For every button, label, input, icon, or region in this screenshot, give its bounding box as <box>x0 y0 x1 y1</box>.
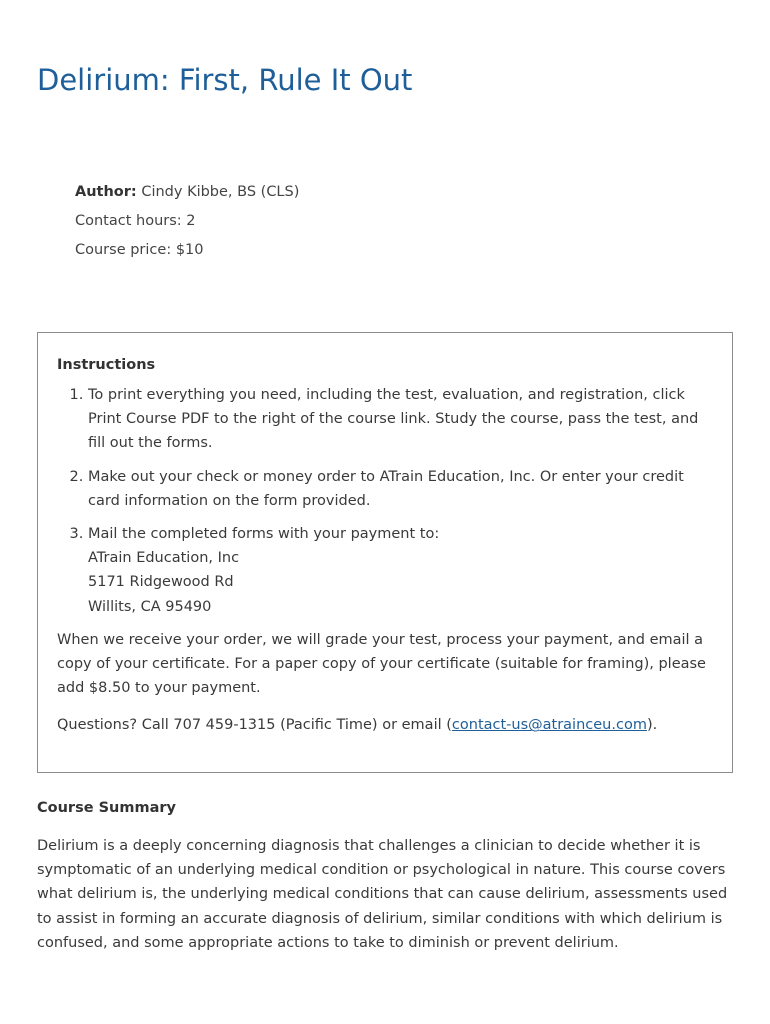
questions-line <box>57 713 714 737</box>
course-price: Course price: $10 <box>75 242 204 258</box>
course-meta <box>75 178 299 265</box>
page-title: Delirium: First, Rule It Out <box>37 63 413 97</box>
course-summary-heading: Course Summary <box>37 800 176 816</box>
author-label: Author: <box>75 184 137 200</box>
instructions-box <box>37 332 733 773</box>
instruction-step-2: 2. Make out your check or money order to ATrain Education, Inc. Or enter your credit card information on the form provided. <box>88 465 714 513</box>
instruction-step-1: 1. To print everything you need, including the test, evaluation, and registration, click Print Course PDF to the right of the course link. Study the course, pass the test, and fill out the forms. <box>88 383 714 456</box>
instruction-step-3-text: 3. Mail the completed forms with your payment to: <box>88 526 440 543</box>
instruction-step-3 <box>88 522 714 619</box>
address-line-3: Willits, CA 95490 <box>88 598 212 615</box>
instructions-heading: Instructions <box>57 357 156 373</box>
address-line-1: ATrain Education, Inc <box>88 550 240 567</box>
address-line-2: 5171 Ridgewood Rd <box>88 574 234 591</box>
author-line <box>75 178 299 207</box>
order-note: When we receive your order, we will grade your test, process your payment, and email a copy of your certificate. For a paper copy of your certificate (suitable for framing), please add $8.50 to your payment. <box>57 631 706 697</box>
contact-hours: Contact hours: 2 <box>75 213 196 229</box>
instructions-list <box>57 383 714 619</box>
questions-prefix: Questions? Call 707 459-1315 (Pacific Time) or email ( <box>57 717 452 734</box>
author-name: Cindy Kibbe, BS (CLS) <box>141 184 300 200</box>
course-summary-text: Delirium is a deeply concerning diagnosis that challenges a clinician to decide whether it is symptomatic of an underlying medical condition or psychological in nature. This course covers what delirium is, the underlying medical conditions that can cause delirium, assessments used to assist in forming an accurate diagnosis of delirium, similar conditions with which delirium is confused, and some appropriate actions to take to diminish or prevent delirium. <box>37 838 728 951</box>
questions-suffix: ). <box>646 717 658 734</box>
contact-email-link[interactable]: contact-us@atrainceu.com <box>451 717 647 734</box>
